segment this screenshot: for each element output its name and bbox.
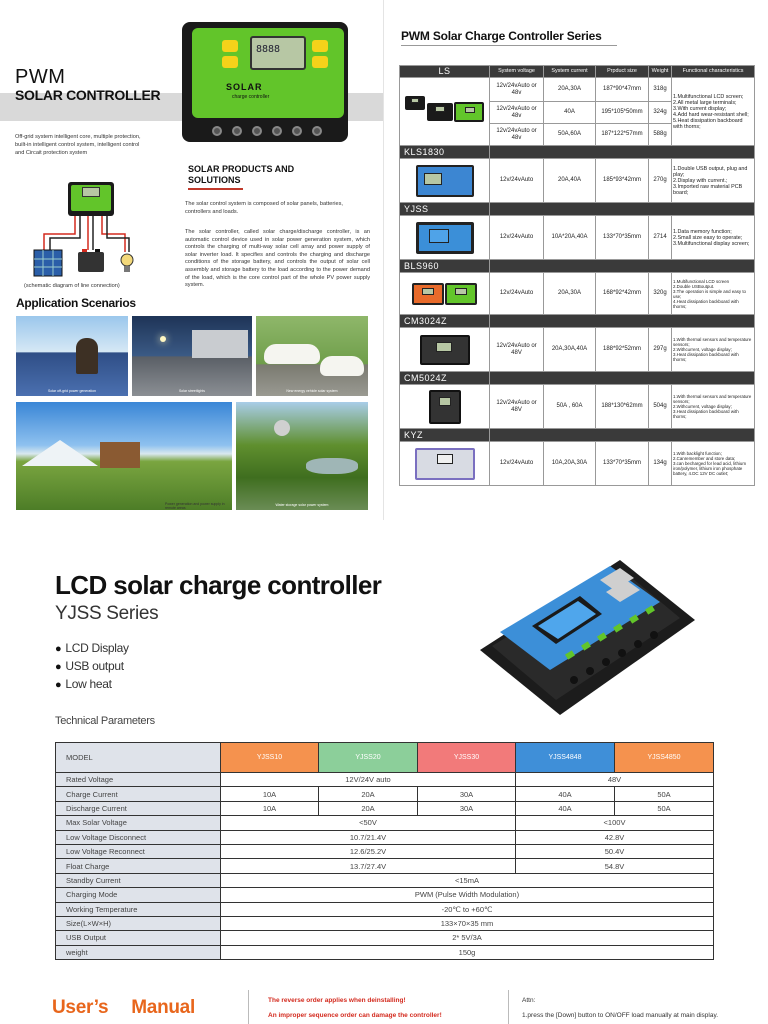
bulb-icon [121, 254, 133, 266]
table-row: Low Voltage Reconnect 12.6/25.2V 50.4V [56, 844, 714, 858]
kyz-product-image [400, 442, 490, 486]
technical-parameters-table [55, 742, 714, 960]
ls-product-image [400, 78, 490, 146]
solar-products-heading: SOLAR PRODUCTS AND SOLUTIONS [188, 164, 318, 186]
bottom-page [0, 520, 768, 1024]
table-row: 12v/24vAuto 20A,30A 168*92*42mm 320g 1.Multifunctional LCD screen 2.Double USBoutput. 3.The operation is simple and easy to use; 4.Heat dissipation backboard with thorns; [400, 273, 755, 315]
series-name: CM3024Z [400, 315, 490, 328]
yjss-subtitle: YJSS Series [55, 603, 159, 624]
list-item: ● USB output [55, 658, 129, 676]
schematic-caption: (schematic diagram of line connection) [24, 283, 120, 289]
scenario-photo-vehicles [256, 316, 368, 396]
table-row: 12v/24vAuto or 48v 50A,60A 187*122*57mm 588g [400, 124, 755, 146]
table-row: weight 150g [56, 945, 714, 959]
technical-parameters-heading: Technical Parameters [55, 715, 155, 727]
series-name: KLS1830 [400, 146, 490, 159]
photo-caption: Water storage solar power system [275, 503, 329, 507]
table-row: Standby Current <15mA [56, 873, 714, 887]
header-system-voltage: System voltage [490, 66, 544, 78]
table-row: 12v/24vAuto 20A,40A 185*93*42mm 270g 1.Double USB output, plug and play; 2.Display with current.; 3.Imported raw material PCB board; [400, 159, 755, 203]
model-yjss10: YJSS10 [221, 743, 319, 773]
solar-products-para1: The solar control system is composed of solar panels, batteries, controllers and loads. [185, 201, 343, 215]
series-section-header [400, 315, 755, 328]
table-row: 12v/24vAuto 10A,20A,30A 133*70*35mm 134g 1.With backlight function; 2.Canremember and store data; 3.can becharged for lead acid, lithium iron/polymer, lithium iron phosphate battery, 4.DC 12V DC outlet; [400, 442, 755, 486]
header-system-current: System current [544, 66, 596, 78]
users-manual-title: User’s Manual [52, 997, 195, 1018]
solar-panel-icon [34, 250, 62, 276]
table-row: Float Charge 13.7/27.4V 54.8V [56, 859, 714, 873]
photo-caption: New energy vehicle solar system [286, 389, 338, 393]
table-row: 12v/24vAuto 10A*20A,40A 133*70*35mm 2714 1.Data memory function; 2.Small size easy to operate; 3.Multifunctional display screen; [400, 216, 755, 260]
warning-text: An improper sequence order can damage the controller! [268, 1012, 442, 1019]
scenario-photo-water-pump [236, 402, 368, 510]
left-intro-text: Off-grid system intelligent core, multiple protection, built-in intelligent control system, intelligent control and Circait protection system [15, 134, 141, 156]
table-row: Max Solar Voltage <50V <100V [56, 816, 714, 830]
left-title-line1: PWM [15, 66, 66, 88]
series-page-title: PWM Solar Charge Controller Series [401, 29, 602, 43]
table-row: USB Output 2* 5V/3A [56, 931, 714, 945]
controller-lcd-digits: 8888 [256, 44, 281, 55]
series-section-header [400, 372, 755, 385]
cm5024z-product-image [400, 385, 490, 429]
kls1830-product-image [400, 159, 490, 203]
photo-caption: Solar off-grid power generation [48, 389, 96, 393]
scenario-photo-mountain-house [16, 402, 232, 510]
right-page [385, 0, 768, 520]
model-yjss4848: YJSS4848 [516, 743, 615, 773]
controller-button [312, 56, 328, 68]
left-title-line2: SOLAR CONTROLLER [15, 87, 161, 103]
header-weight: Weight [649, 66, 672, 78]
table-row: 12v/24vAuto or 48v 40A 195*105*50mm 324g [400, 102, 755, 124]
battery-icon [78, 252, 104, 272]
ls-features: 1.Multifunctional LCD screen; 2.All metal large terminals; 3.With current display; 4.Add hard wear-resistant shell; 5.Heat dissipation backboard with thorns; [672, 78, 755, 146]
controller-button [222, 56, 238, 68]
terminal-screw [272, 126, 282, 136]
series-table [399, 65, 755, 486]
table-row: Discharge Current 10A 20A 30A 40A 50A [56, 801, 714, 815]
yjss-product-image [400, 216, 490, 260]
terminal-screw [232, 126, 242, 136]
left-page [0, 0, 384, 520]
table-row: Size(L×W×H) 133×70×35 mm [56, 916, 714, 930]
series-section-header [400, 203, 755, 216]
table-row: Working Temperature -20℃ to +60℃ [56, 902, 714, 916]
controller-button [222, 40, 238, 52]
attn-label: Attn: [522, 997, 536, 1004]
header-functional: Functional characteristics [672, 66, 755, 78]
warning-text: The reverse order applies when deinstalling! [268, 997, 406, 1004]
yjss-title: LCD solar charge controller [55, 570, 382, 600]
series-header-name: LS [400, 66, 490, 78]
scenario-photo-streetlights [132, 316, 252, 396]
schematic-diagram [30, 214, 140, 280]
model-yjss20: YJSS20 [319, 743, 418, 773]
table-row: Low Voltage Disconnect 10.7/21.4V 42.8V [56, 830, 714, 844]
photo-caption: Power generation and power supply in remote areas [165, 502, 225, 510]
series-name: CM5024Z [400, 372, 490, 385]
terminal-screw [212, 126, 222, 136]
controller-product-image [182, 22, 348, 142]
scenario-photo-rooftop-solar [16, 316, 128, 396]
series-name: KYZ [400, 429, 490, 442]
schematic-controller [68, 182, 114, 216]
series-section-header [400, 260, 755, 273]
table-row: 12v/24vAuto or 48V 50A , 60A 188*130*62mm 504g 1.With thermal sensors and temperature sensors; 2.Withcurrent, voltage display; 3.Heat dissipation backboard with thorns; [400, 385, 755, 429]
series-section-header [400, 429, 755, 442]
controller-brand: SOLAR [226, 82, 263, 92]
table-row: 12v/24vAuto or 48v 20A,30A 187*90*47mm 318g 1.Multifunctional LCD screen; 2.All metal large terminals; 3.With current display; 4.Add hard wear-resistant shell; 5.Heat dissipation backboard with thorns; [400, 78, 755, 102]
model-row [56, 743, 714, 773]
terminal-screw [292, 126, 302, 136]
table-row: Charging Mode PWM (Pulse Width Modulation) [56, 888, 714, 902]
model-yjss30: YJSS30 [418, 743, 516, 773]
model-label: MODEL [56, 743, 221, 773]
model-yjss4850: YJSS4850 [615, 743, 714, 773]
list-item: ● Low heat [55, 676, 129, 694]
controller-brand-sub: charge controller [232, 94, 270, 100]
table-row: 12v/24vAuto or 48V 20A,30A,40A 188*92*52mm 297g 1.With thermal sensors and temperature sensors; 2.Withcurrent, voltage display; 3.Heat dissipation backboard with thorns; [400, 328, 755, 372]
series-header-row [400, 66, 755, 78]
application-scenarios-heading: Application Scenarios [16, 296, 136, 310]
header-product-size: Prpduct size [596, 66, 649, 78]
controller-button [312, 40, 328, 52]
terminal-screw [312, 126, 322, 136]
yjss-controller-image [470, 540, 700, 720]
list-item: ● LCD Display [55, 640, 129, 658]
feature-list [55, 640, 129, 694]
attn-step: 1.press the [Down] button to ON/OFF load manually at main display. [522, 1012, 719, 1019]
series-name: BLS960 [400, 260, 490, 273]
series-name: YJSS [400, 203, 490, 216]
photo-caption: Solar streetlights [178, 389, 206, 393]
cm3024z-product-image [400, 328, 490, 372]
solar-products-para2: The solar controller, called solar charge/discharge controller, is an automatic control device used in solar power generation system, which controls the charging of multi-way solar cell array and power supply of solar inverter load. It specifies and controls the charging and discharge conditions of the storage battery, and controls the output of solar cell assembly and storage battery to the load according to the power demand of the load, which is the core control part of the whole PV power supply system. [185, 229, 370, 289]
terminal-screw [252, 126, 262, 136]
bls960-product-image [400, 273, 490, 315]
table-row: Charge Current 10A 20A 30A 40A 50A [56, 787, 714, 801]
table-row: Rated Voltage 12V/24V auto 48V [56, 773, 714, 787]
series-section-header [400, 146, 755, 159]
